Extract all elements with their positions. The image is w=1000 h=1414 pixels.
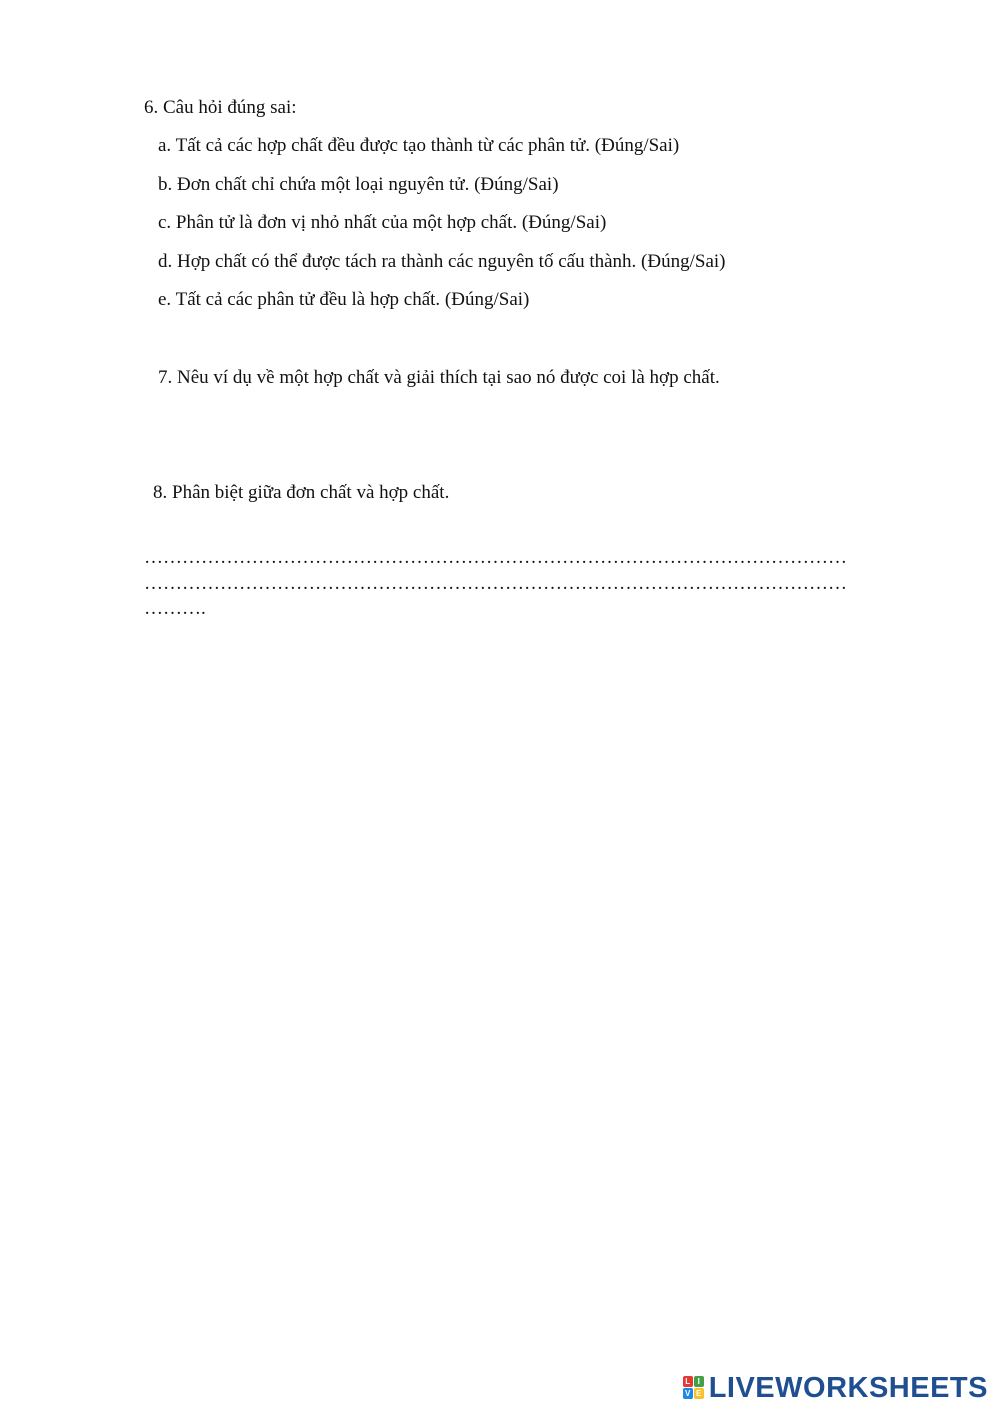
question-6-item-c: c. Phân tử là đơn vị nhỏ nhất của một hợp chất. (Đúng/Sai)	[158, 212, 607, 233]
question-6-item-b: b. Đơn chất chỉ chứa một loại nguyên tử. (Đúng/Sai)	[158, 174, 559, 195]
logo-letter-i: I	[694, 1376, 704, 1387]
question-8-text: 8. Phân biệt giữa đơn chất và hợp chất.	[153, 482, 450, 503]
question-6-item-d: d. Hợp chất có thể được tách ra thành các nguyên tố cấu thành. (Đúng/Sai)	[158, 251, 726, 272]
liveworksheets-wordmark: LIVEWORKSHEETS	[708, 1372, 988, 1404]
liveworksheets-logo-icon	[683, 1376, 705, 1400]
question-6-item-a: a. Tất cả các hợp chất đều được tạo thành từ các phân tử. (Đúng/Sai)	[158, 135, 680, 156]
answer-line-1[interactable]: …………………………………………………………………………………………………	[144, 547, 847, 568]
answer-line-3[interactable]: ……….	[144, 598, 206, 619]
question-6-title: 6. Câu hỏi đúng sai:	[144, 97, 297, 118]
answer-line-2[interactable]: …………………………………………………………………………………………………	[144, 573, 847, 594]
liveworksheets-brand[interactable]	[683, 1372, 988, 1404]
question-7-text: 7. Nêu ví dụ về một hợp chất và giải thích tại sao nó được coi là hợp chất.	[158, 367, 720, 388]
logo-letter-e: E	[694, 1388, 704, 1399]
question-6-item-e: e. Tất cả các phân tử đều là hợp chất. (Đúng/Sai)	[158, 289, 530, 310]
logo-letter-v: V	[683, 1388, 693, 1399]
logo-letter-l: L	[683, 1376, 693, 1387]
